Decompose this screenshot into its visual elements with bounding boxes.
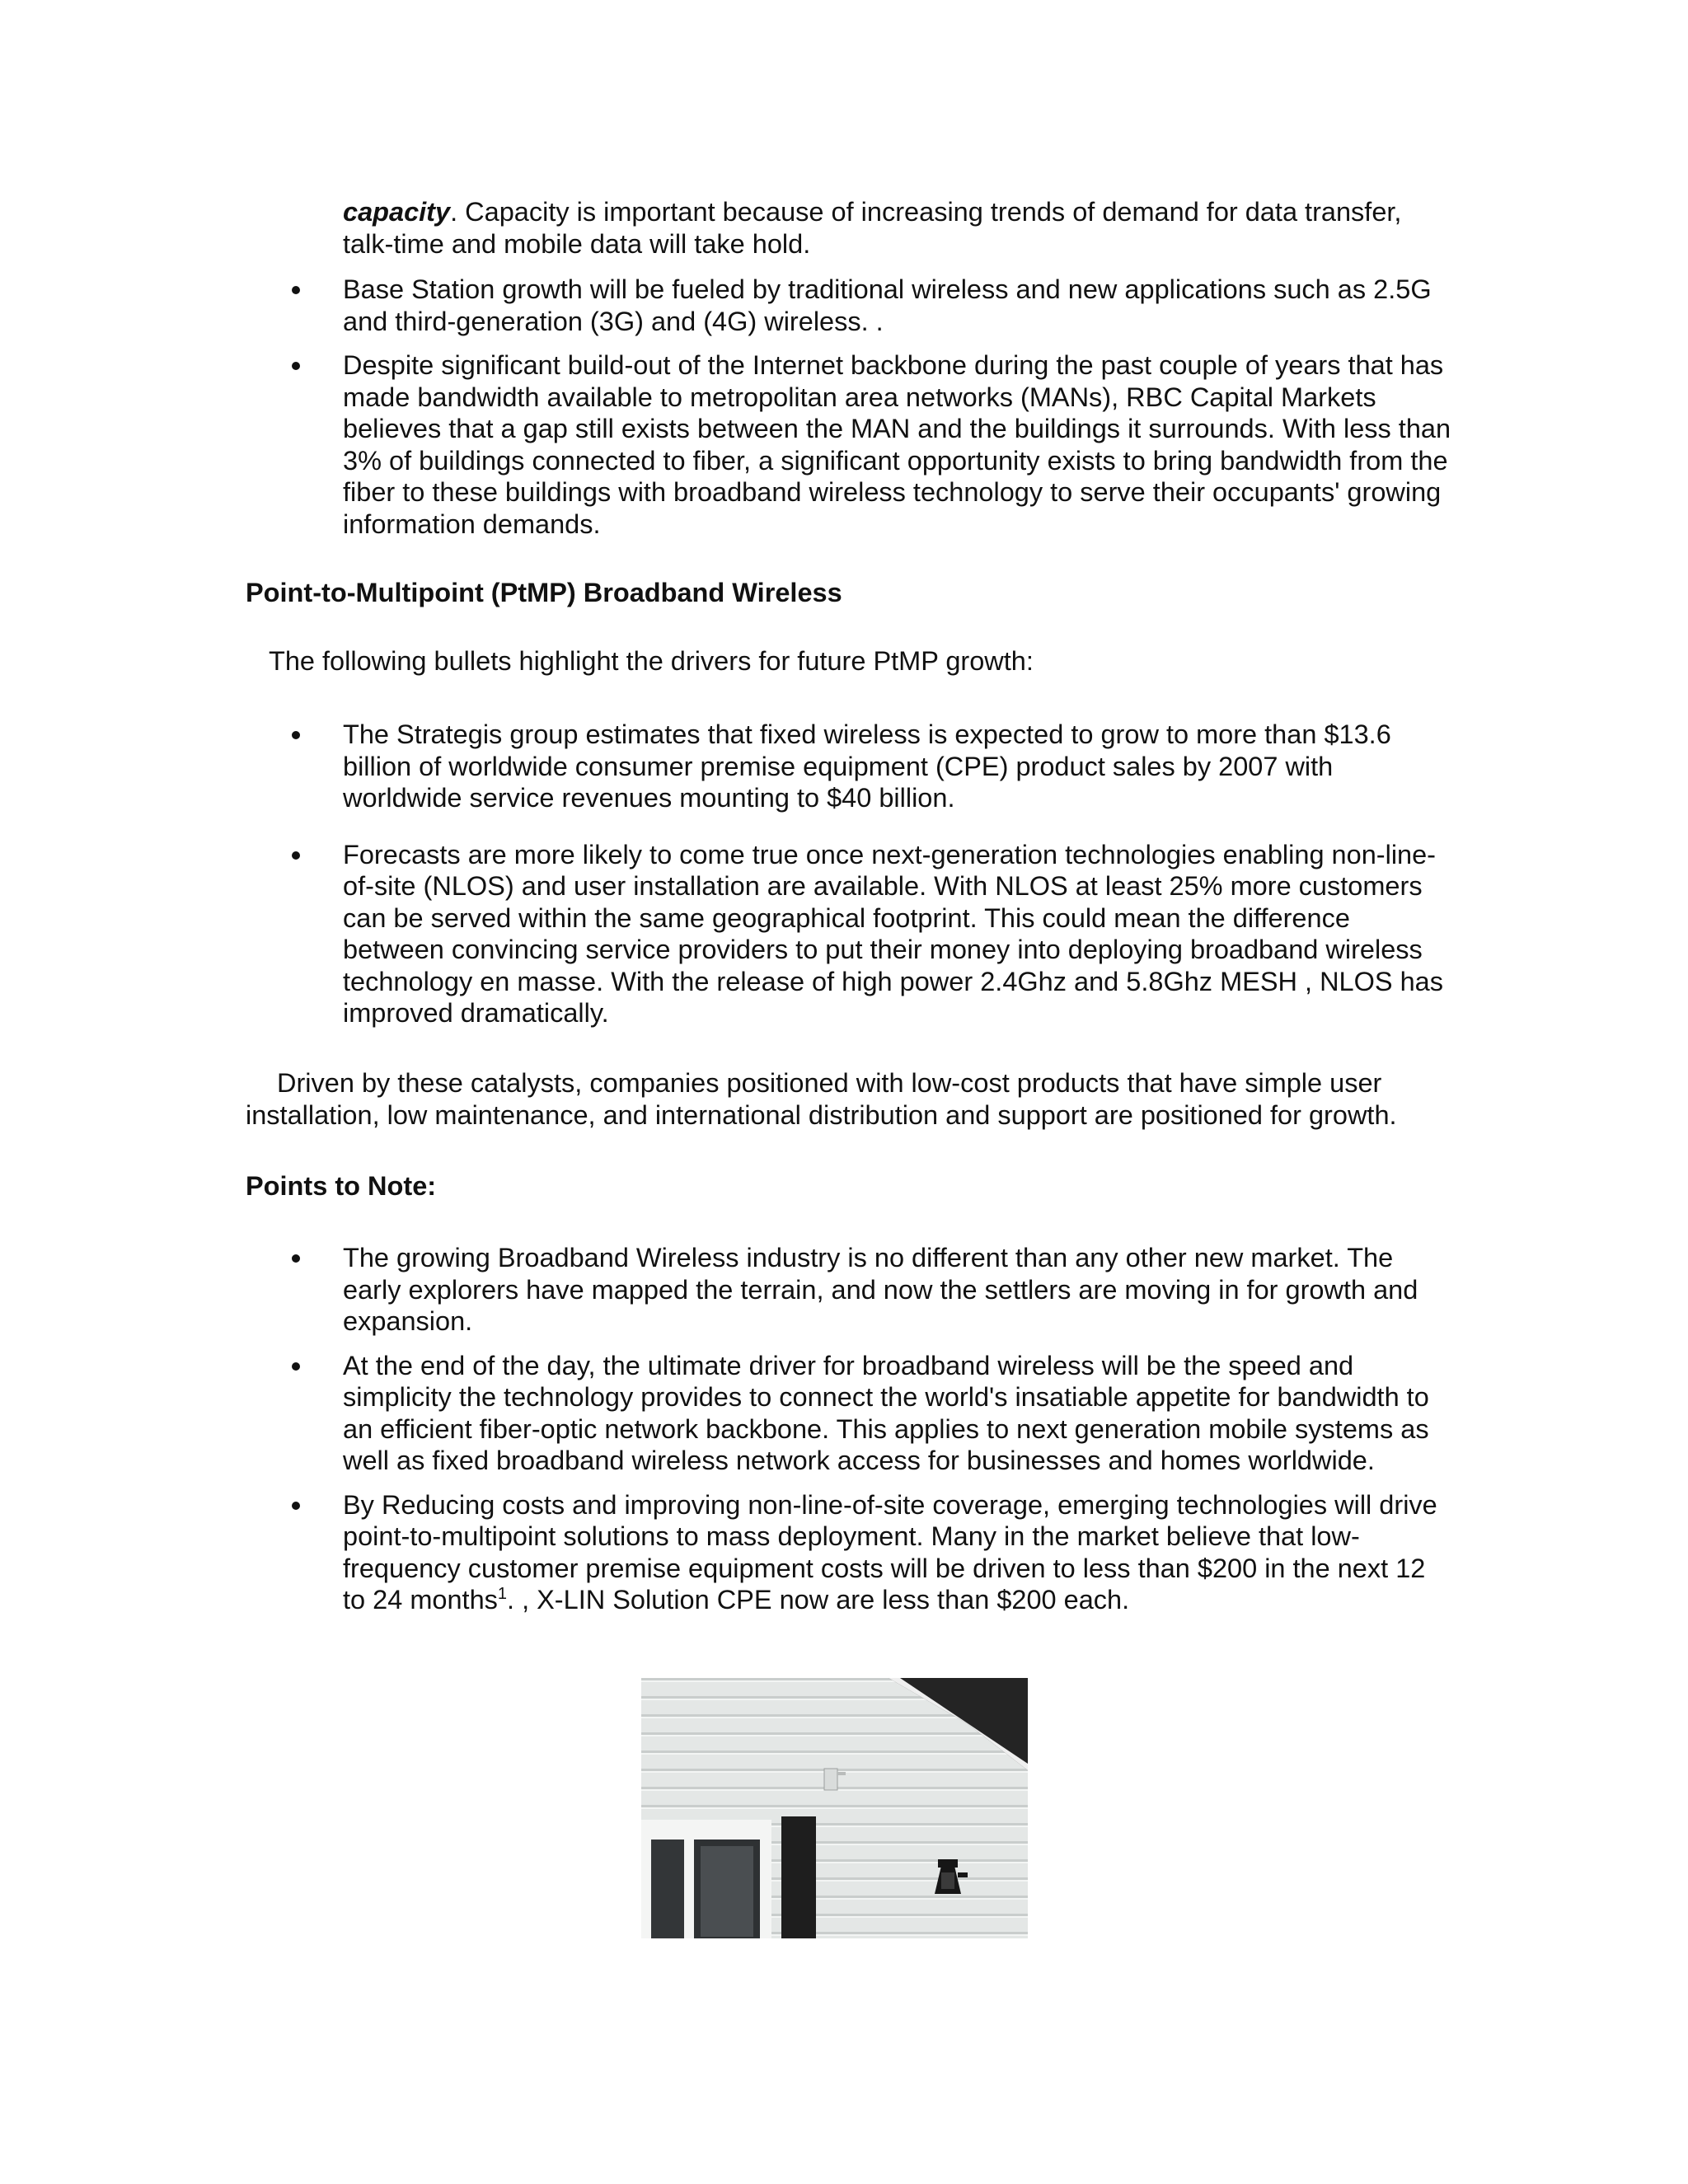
door-glass-reflection — [701, 1846, 753, 1937]
house-illustration — [641, 1678, 1028, 1938]
notes-bullet-list — [343, 1242, 1451, 1616]
bullet-icon — [292, 1254, 300, 1263]
wall-lamp-bracket — [958, 1872, 968, 1877]
footnote-reference: 1 — [497, 1585, 508, 1604]
window-shutter — [781, 1816, 816, 1938]
cpe-mount — [837, 1772, 846, 1775]
wall-lamp-glass — [941, 1872, 954, 1889]
list-item — [343, 1242, 1451, 1338]
continuation-text: . Capacity is important because of increasing trends of demand for data transfer, talk-time and mobile data will take hold. — [343, 197, 1402, 259]
door-pane-left — [651, 1840, 684, 1938]
bullet-icon — [292, 851, 300, 860]
ptmp-heading: Point-to-Multipoint (PtMP) Broadband Wireless — [246, 578, 842, 607]
bullet-text: Forecasts are more likely to come true once next-generation technologies enabling non-line-of-site (NLOS) and user installation are available. With NLOS at least 25% more customers can be served within the same geographical footprint. This could mean the difference between convincing service providers to put their money into deploying broadband wireless technology en masse. With the release of high power 2.4Ghz and 5.8Ghz MESH , NLOS has improved dramatically. — [343, 839, 1444, 1028]
ptmp-closing-paragraph: Driven by these catalysts, companies positioned with low-cost products that have simple user installation, low maintenance, and international distribution and support are positioned for growth. — [246, 1068, 1397, 1130]
house-cpe-photo — [641, 1678, 1028, 1938]
bullet-icon — [292, 1362, 300, 1371]
list-item — [343, 719, 1451, 814]
ptmp-bullet-list — [343, 719, 1451, 1029]
bullet-text: Despite significant build-out of the Internet backbone during the past couple of years that has made bandwidth available to metropolitan area networks (MANs), RBC Capital Markets believes that a gap still exists between the MAN and the buildings it surrounds. With less than 3% of buildings connected to fiber, a significant opportunity exists to bring bandwidth from the fiber to these buildings with broadband wireless technology to serve their occupants' growing information demands. — [343, 350, 1451, 539]
capacity-term: capacity — [343, 197, 451, 227]
bullet-text: The growing Broadband Wireless industry is no different than any other new market. The early explorers have mapped the terrain, and now the settlers are moving in for growth and expansion. — [343, 1243, 1418, 1336]
bullet-text: Base Station growth will be fueled by traditional wireless and new applications such as 2.5G and third-generation (3G) and (4G) wireless. . — [343, 274, 1432, 336]
top-bullet-list — [343, 274, 1451, 540]
cpe-device — [824, 1769, 837, 1790]
bullet-text: The Strategis group estimates that fixed wireless is expected to grow to more than $13.6 billion of worldwide consumer premise equipment (CPE) product sales by 2007 with worldwide service revenues mounting to $40 billion. — [343, 719, 1391, 813]
list-item — [343, 1350, 1451, 1477]
bullet-icon — [292, 1502, 300, 1510]
bullet-text-before-footnote: By Reducing costs and improving non-line-of-site coverage, emerging technologies will drive point-to-multipoint solutions to mass deployment. Many in the market believe that low-frequency customer premise equipment costs will be driven to less than $200 in the next 12 to 24 months — [343, 1489, 1437, 1615]
bullet-text: At the end of the day, the ultimate driver for broadband wireless will be the speed and simplicity the technology provides to connect the world's insatiable appetite for bandwidth to an efficient fiber-optic network backbone. This applies to next generation mobile systems as well as fixed broadband wireless network access for businesses and homes worldwide. — [343, 1350, 1429, 1475]
continuation-paragraph — [343, 196, 1451, 260]
list-item — [343, 349, 1451, 540]
bullet-icon — [292, 731, 300, 739]
points-to-note-heading: Points to Note: — [246, 1171, 437, 1201]
bullet-text-after-footnote: . , X-LIN Solution CPE now are less than $200 each. — [507, 1585, 1130, 1615]
ptmp-intro: The following bullets highlight the drivers for future PtMP growth: — [269, 646, 1034, 676]
list-item — [343, 839, 1451, 1029]
list-item — [343, 1489, 1451, 1616]
bullet-icon — [292, 362, 300, 370]
bullet-icon — [292, 286, 300, 294]
wall-lamp-cap — [938, 1859, 958, 1868]
list-item — [343, 274, 1451, 337]
